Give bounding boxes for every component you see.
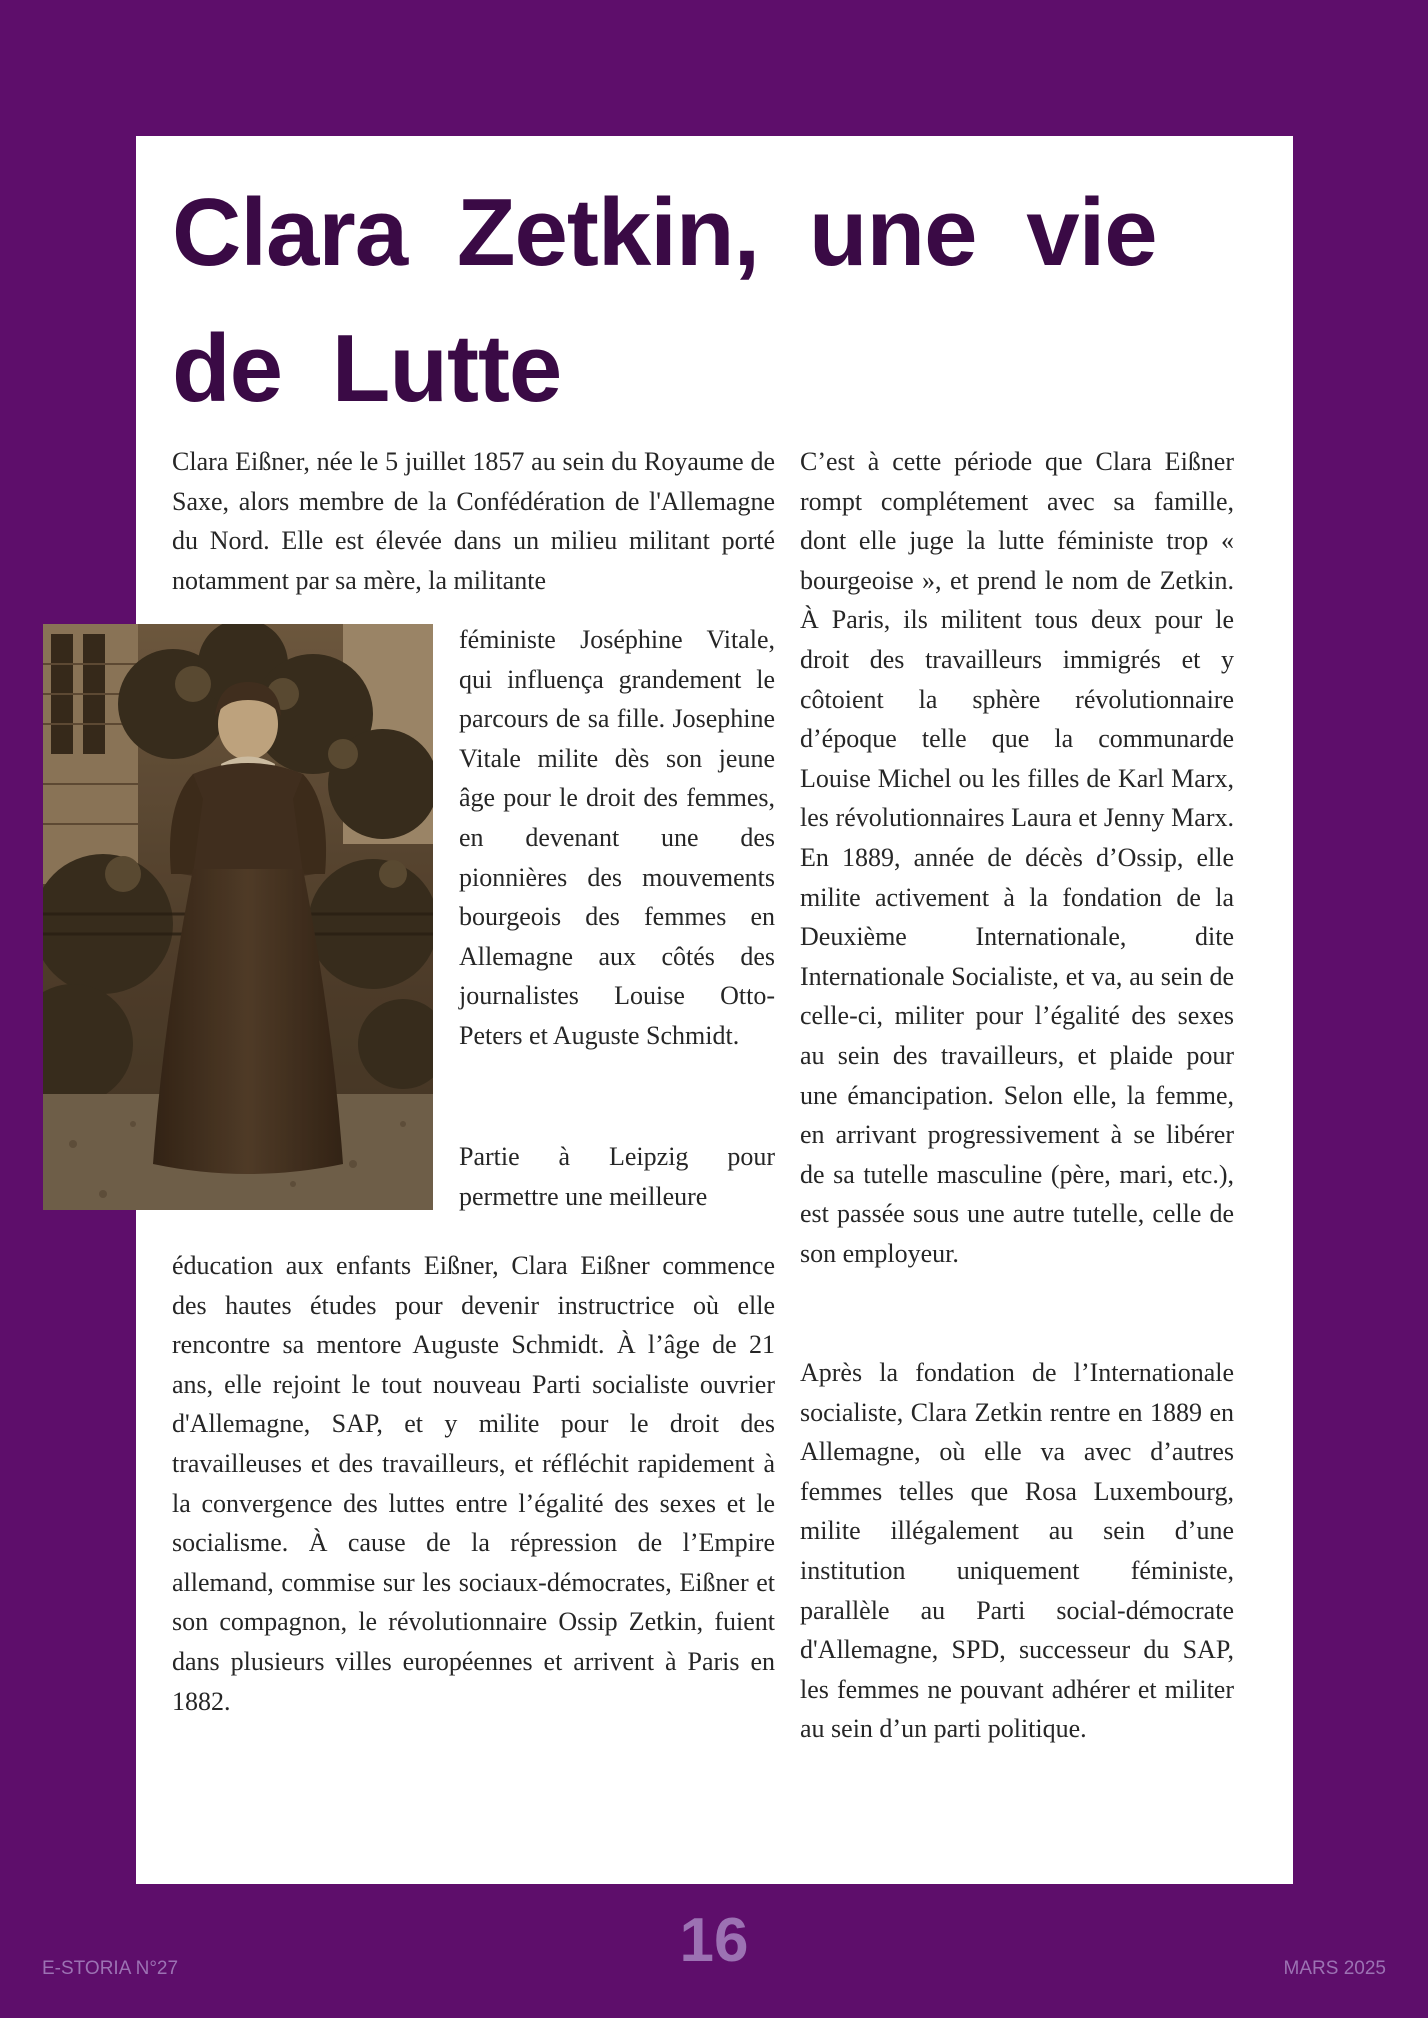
right-paragraph-paris: C’est à cette période que Clara Eißner rompt complétement avec sa famille, dont elle juge la lutte féministe trop « bourgeoise », et prend le nom de Zetkin. À Paris, ils militent tous deux pour le droit des travailleurs immigrés et y côtoient la sphère révolutionnaire d’époque telle que la communarde Louise Michel ou les filles de Karl Marx, les révolutionnaires Laura et Jenny Marx. En 1889, année de décès d’Ossip, elle milite activement à la fondation de la Deuxième Internationale, dite Internationale Socialiste, et va, au sein de celle-ci, militer pour l’égalité des sexes au sein des travailleurs, et plaide pour une émancipation. Selon elle, la femme, en arrivant progressivement à se libérer de sa tutelle masculine (père, mari, etc.), est passée sous une autre tutelle, celle de son employeur.: [800, 447, 1234, 1268]
page-number: 16: [679, 1906, 749, 1975]
magazine-issue: E-STORIA N°27: [42, 1958, 179, 1979]
continuation-paragraph: éducation aux enfants Eißner, Clara Eißner commence des hautes études pour devenir instructrice où elle rencontre sa mentore Auguste Schmidt. À l’âge de 21 ans, elle rejoint le tout nouveau Parti socialiste ouvrier d'Allemagne, SAP, et y milite pour le droit des travailleuses et des travailleurs, et réfléchit rapidement à la convergence des luttes entre l’égalité des sexes et le socialisme. À cause de la répression de l’Empire allemand, commise sur les sociaux-démocrates, Eißner et son compagnon, le révolutionnaire Ossip Zetkin, fuient dans plusieurs villes européennes et arrivent à Paris en 1882.: [172, 1251, 775, 1716]
issue-date: MARS 2025: [1283, 1958, 1386, 1979]
intro-paragraph: Clara Eißner, née le 5 juillet 1857 au sein du Royaume de Saxe, alors membre de la Confédération de l'Allemagne du Nord. Elle est élevée dans un milieu militant porté notamment par sa mère, la militante: [172, 447, 775, 595]
side-paragraph-vitale: féministe Joséphine Vitale, qui influença grandement le parcours de sa fille. Josephine Vitale milite dès son jeune âge pour le droit des femmes, en devenant une des pionnières des mouvements bourgeois des femmes en Allemagne aux côtés des journalistes Louise Otto-Peters et Auguste Schmidt.: [459, 625, 775, 1050]
portrait-photo: [43, 624, 433, 1210]
article-title: Clara Zetkin, une vie de Lutte: [172, 179, 1157, 422]
right-paragraph-return: Après la fondation de l’Internationale socialiste, Clara Zetkin rentre en 1889 en Allemagne, où elle va avec d’autres femmes telles que Rosa Luxembourg, milite illégalement au sein d’une institution uniquement féministe, parallèle au Parti social-démocrate d'Allemagne, SPD, successeur du SAP, les femmes ne pouvant adhérer et militer au sein d’un parti politique.: [800, 1358, 1234, 1744]
side-paragraph-leipzig: Partie à Leipzig pour permettre une meilleure: [459, 1142, 775, 1211]
